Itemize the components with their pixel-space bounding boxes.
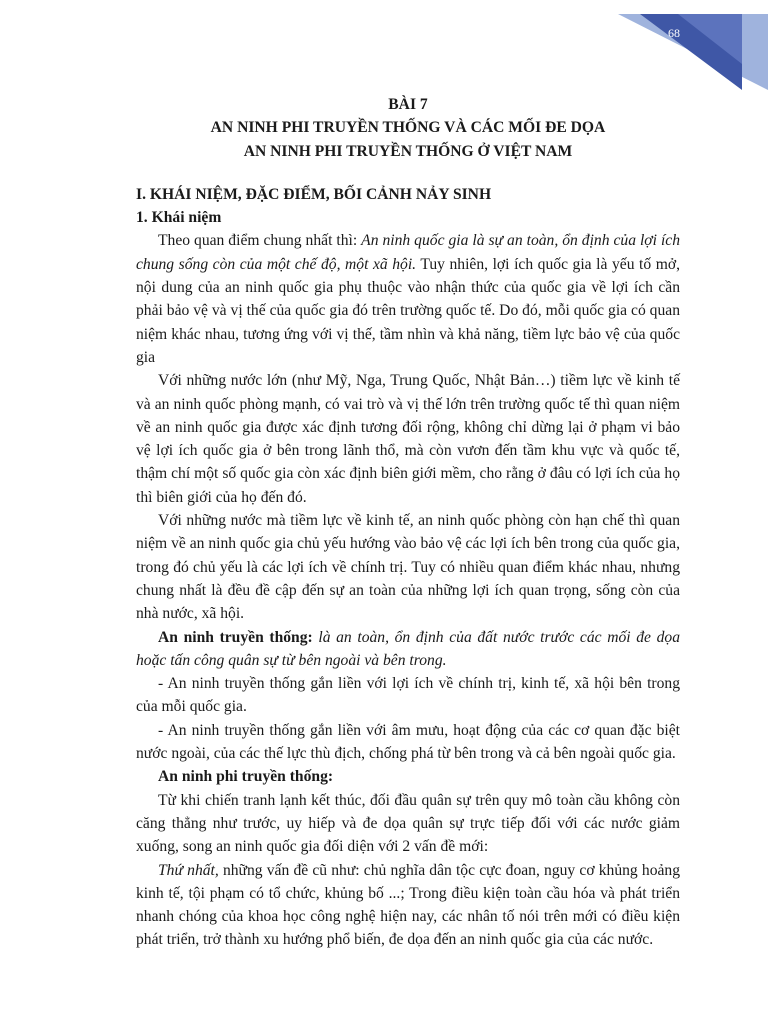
document-page [136,93,680,952]
first-point-label: Thứ nhất, [158,861,219,879]
p1-lead: Theo quan điểm chung nhất thì: [158,232,362,250]
page-number: 68 [668,26,680,40]
paragraph-3: Với những nước mà tiềm lực về kinh tế, an ninh quốc phòng còn hạn chế thì quan niệm về an ninh quốc gia chủ yếu hướng vào bảo vệ các lợi ích bên trong của quốc gia, trong đó chủ yếu là các lợi ích về chính trị. Tuy có nhiều quan điểm khác nhau, nhưng chung nhất là đều đề cập đến sự an toàn của những lợi ích quan trọng, sống còn của nhà nước, xã hội. [136,512,680,623]
paragraph-4 [136,626,680,673]
paragraph-2: Với những nước lớn (như Mỹ, Nga, Trung Quốc, Nhật Bản…) tiềm lực về kinh tế và an ninh quốc phòng mạnh, có vai trò và vị thế lớn trên trường quốc tế thì quan niệm về an ninh quốc gia được xác định tương đối rộng, không chỉ dừng lại ở phạm vi bảo vệ lợi ích quốc gia ở bên trong lãnh thổ, mà còn vươn đến tầm khu vực và quốc tế, thậm chí một số quốc gia còn xác định biên giới mềm, cho rằng ở đâu có lợi ích của họ thì biên giới của họ đến đó. [136,372,680,506]
paragraph-8: Từ khi chiến tranh lạnh kết thúc, đối đầu quân sự trên quy mô toàn cầu không còn căng thẳng như trước, uy hiếp và đe dọa quân sự trực tiếp đối với các nước giảm xuống, song an ninh quốc gia đối diện với 2 vấn đề mới: [136,791,680,856]
paragraph-6: - An ninh truyền thống gắn liền với âm mưu, hoạt động của các cơ quan đặc biệt nước ngoài, của các thế lực thù địch, chống phá từ bên trong và cả bên ngoài quốc gia. [136,721,680,763]
lesson-number: BÀI 7 [388,96,428,113]
paragraph-7 [136,765,680,788]
section-heading: I. KHÁI NIỆM, ĐẶC ĐIỂM, BỐI CẢNH NẢY SINH [136,185,492,203]
paragraph-1 [136,229,680,369]
corner-decoration [618,0,768,90]
title-line-1: AN NINH PHI TRUYỀN THỐNG VÀ CÁC MỐI ĐE DỌA [210,119,606,137]
traditional-security-definition: là an toàn, ổn định của đất nước trước các mối đe dọa hoặc tấn công quân sự từ bên ngoài và bên trong. [136,628,680,669]
paragraph-5: - An ninh truyền thống gắn liền với lợi ích về chính trị, kinh tế, xã hội bên trong của mỗi quốc gia. [136,675,680,716]
p1-rest: Tuy nhiên, lợi ích quốc gia là yếu tố mở, nội dung của an ninh quốc gia phụ thuộc vào nhận thức của quốc gia về lợi ích cần phải bảo vệ và vị thế của quốc gia đó trên trường quốc tế. Do đó, mỗi quốc gia có quan niệm khác nhau, tương ứng với vị thế, tầm nhìn và khả năng, tiềm lực bảo vệ của quốc gia [136,255,681,366]
subsection-heading: 1. Khái niệm [136,209,222,227]
title-line-2: AN NINH PHI TRUYỀN THỐNG Ở VIỆT NAM [243,142,573,160]
traditional-security-term: An ninh truyền thống: [158,628,313,646]
non-traditional-security-term: An ninh phi truyền thống: [158,768,334,786]
paragraph-9 [136,859,680,952]
title-block [136,93,680,163]
first-point-text: những vấn đề cũ như: chủ nghĩa dân tộc cực đoan, nguy cơ khủng hoảng kinh tế, tội phạm có tổ chức, khủng bố ...; Trong điều kiện toàn cầu hóa và phát triển nhanh chóng của khoa học công nghệ hiện nay, các nhân tố nói trên mới có điều kiện phát triển, trở thành xu hướng phổ biến, đe dọa đến an ninh quốc gia của các nước. [136,861,681,949]
p1-definition: An ninh quốc gia là sự an toàn, ổn định của lợi ích chung sống còn của một chế độ, một xã hội. [136,232,680,273]
